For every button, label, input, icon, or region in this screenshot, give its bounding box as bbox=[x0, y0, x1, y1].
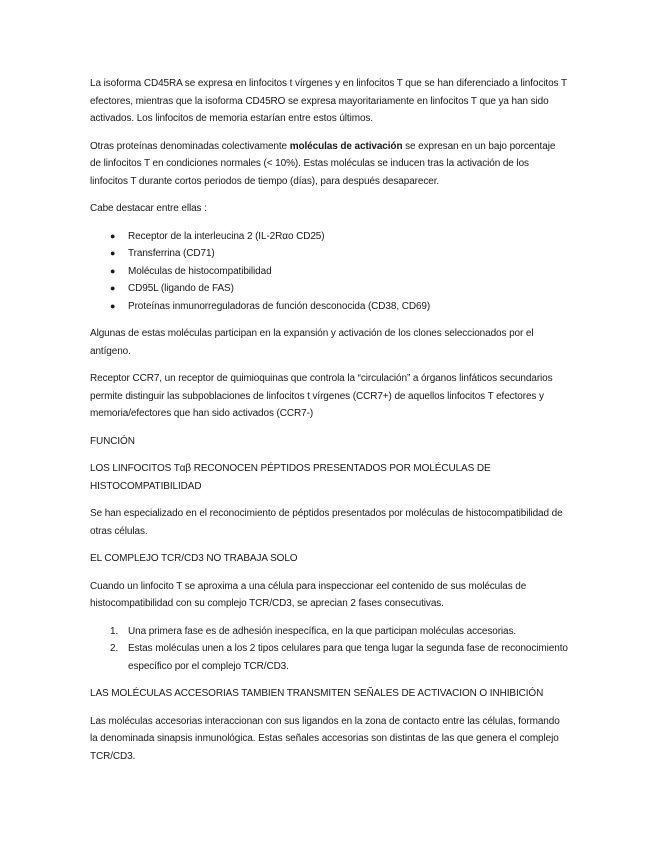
heading-funcion: FUNCIÓN bbox=[90, 435, 135, 447]
paragraph-synapse: Las moléculas accesorias interaccionan con sus ligandos en la zona de contacto entre las células, formando la denominada sinapsis inmunológica. Estas señales accesorias son distintas de las que genera el complejo TCR/CD3. bbox=[90, 715, 560, 762]
bullet-icon: ● bbox=[110, 300, 116, 311]
document-page bbox=[90, 75, 568, 775]
list-item bbox=[90, 623, 568, 641]
heading-accesorias: LAS MOLÉCULAS ACCESORIAS TAMBIEN TRANSMITEN SEÑALES DE ACTIVACION O INHIBICIÓN bbox=[90, 688, 544, 699]
list-item-text: Una primera fase es de adhesión inespecífica, en la que participan moléculas accesorias. bbox=[128, 625, 517, 637]
list-number: 1. bbox=[110, 625, 119, 637]
list-item-text: Proteínas inmunorreguladoras de función desconocida (CD38, CD69) bbox=[128, 300, 431, 312]
paragraph-intro-list: Cabe destacar entre ellas : bbox=[90, 203, 207, 214]
list-item bbox=[90, 280, 568, 298]
list-item-text: Estas moléculas unen a los 2 tipos celulares para que tenga lugar la segunda fase de reconocimiento específico por el complejo TCR/CD3. bbox=[128, 643, 568, 672]
list-item bbox=[90, 263, 568, 281]
heading-linfocitos: LOS LINFOCITOS Tαβ RECONOCEN PÉPTIDOS PRESENTADOS POR MOLÉCULAS DE HISTOCOMPATIBILIDAD bbox=[90, 463, 491, 492]
list-item bbox=[90, 245, 568, 263]
paragraph-ccr7: Receptor CCR7, un receptor de quimioquinas que controla la “circulación” a órganos linfáticos secundarios permite distinguir las subpoblaciones de linfocitos t vírgenes (CCR7+) de aquellos linfocitos T efectores y memoria/efectores que han sido activados (CCR7-) bbox=[90, 373, 553, 419]
list-item-text: Transferrina (CD71) bbox=[128, 248, 215, 259]
bullet-icon: ● bbox=[110, 283, 116, 293]
bullet-icon: ● bbox=[110, 265, 116, 276]
list-item bbox=[90, 228, 568, 246]
paragraph-two-phases: Cuando un linfocito T se aproxima a una célula para inspeccionar eel contenido de sus moléculas de histocompatibilidad con su complejo TCR/CD3, se aprecian 2 fases consecutivas. bbox=[90, 580, 527, 609]
paragraph-specialized: Se han especializado en el reconocimiento de péptidos presentados por moléculas de histocompatibilidad de otras células. bbox=[90, 508, 563, 537]
text-span: se expresan en un bajo porcentaje de linfocitos T en condiciones normales (< 10%). Estas moléculas se inducen tras la activación de los linfocitos T durante cortos periodos de tiempo (días), para después desaparecer. bbox=[90, 140, 556, 187]
list-item bbox=[90, 298, 568, 316]
paragraph-expansion: Algunas de estas moléculas participan en la expansión y activación de los clones seleccionados por el antígeno. bbox=[90, 328, 534, 357]
bullet-icon: ● bbox=[110, 230, 116, 241]
bullet-icon: ● bbox=[110, 248, 116, 258]
list-item-text: Receptor de la interleucina 2 (IL-2Rαo CD25) bbox=[128, 230, 325, 242]
text-span: Otras proteínas denominadas colectivamente bbox=[90, 140, 290, 152]
paragraph-cd45: La isoforma CD45RA se expresa en linfocitos t vírgenes y en linfocitos T que se han diferenciado a linfocitos T efectores, mientras que la isoforma CD45RO se expresa mayoritariamente en linfocitos T que ya han sido activados. Los linfocitos de memoria estarían entre estos últimos. bbox=[90, 78, 567, 124]
heading-complejo: EL COMPLEJO TCR/CD3 NO TRABAJA SOLO bbox=[90, 553, 298, 564]
list-item bbox=[90, 640, 568, 675]
paragraph-activation-molecules bbox=[90, 138, 568, 191]
list-number: 2. bbox=[110, 643, 119, 654]
bullet-list bbox=[90, 228, 568, 316]
bold-term: moléculas de activación bbox=[289, 140, 403, 152]
numbered-list bbox=[90, 623, 568, 676]
list-item-text: Moléculas de histocompatibilidad bbox=[128, 265, 272, 277]
list-item-text: CD95L (ligando de FAS) bbox=[128, 283, 234, 294]
